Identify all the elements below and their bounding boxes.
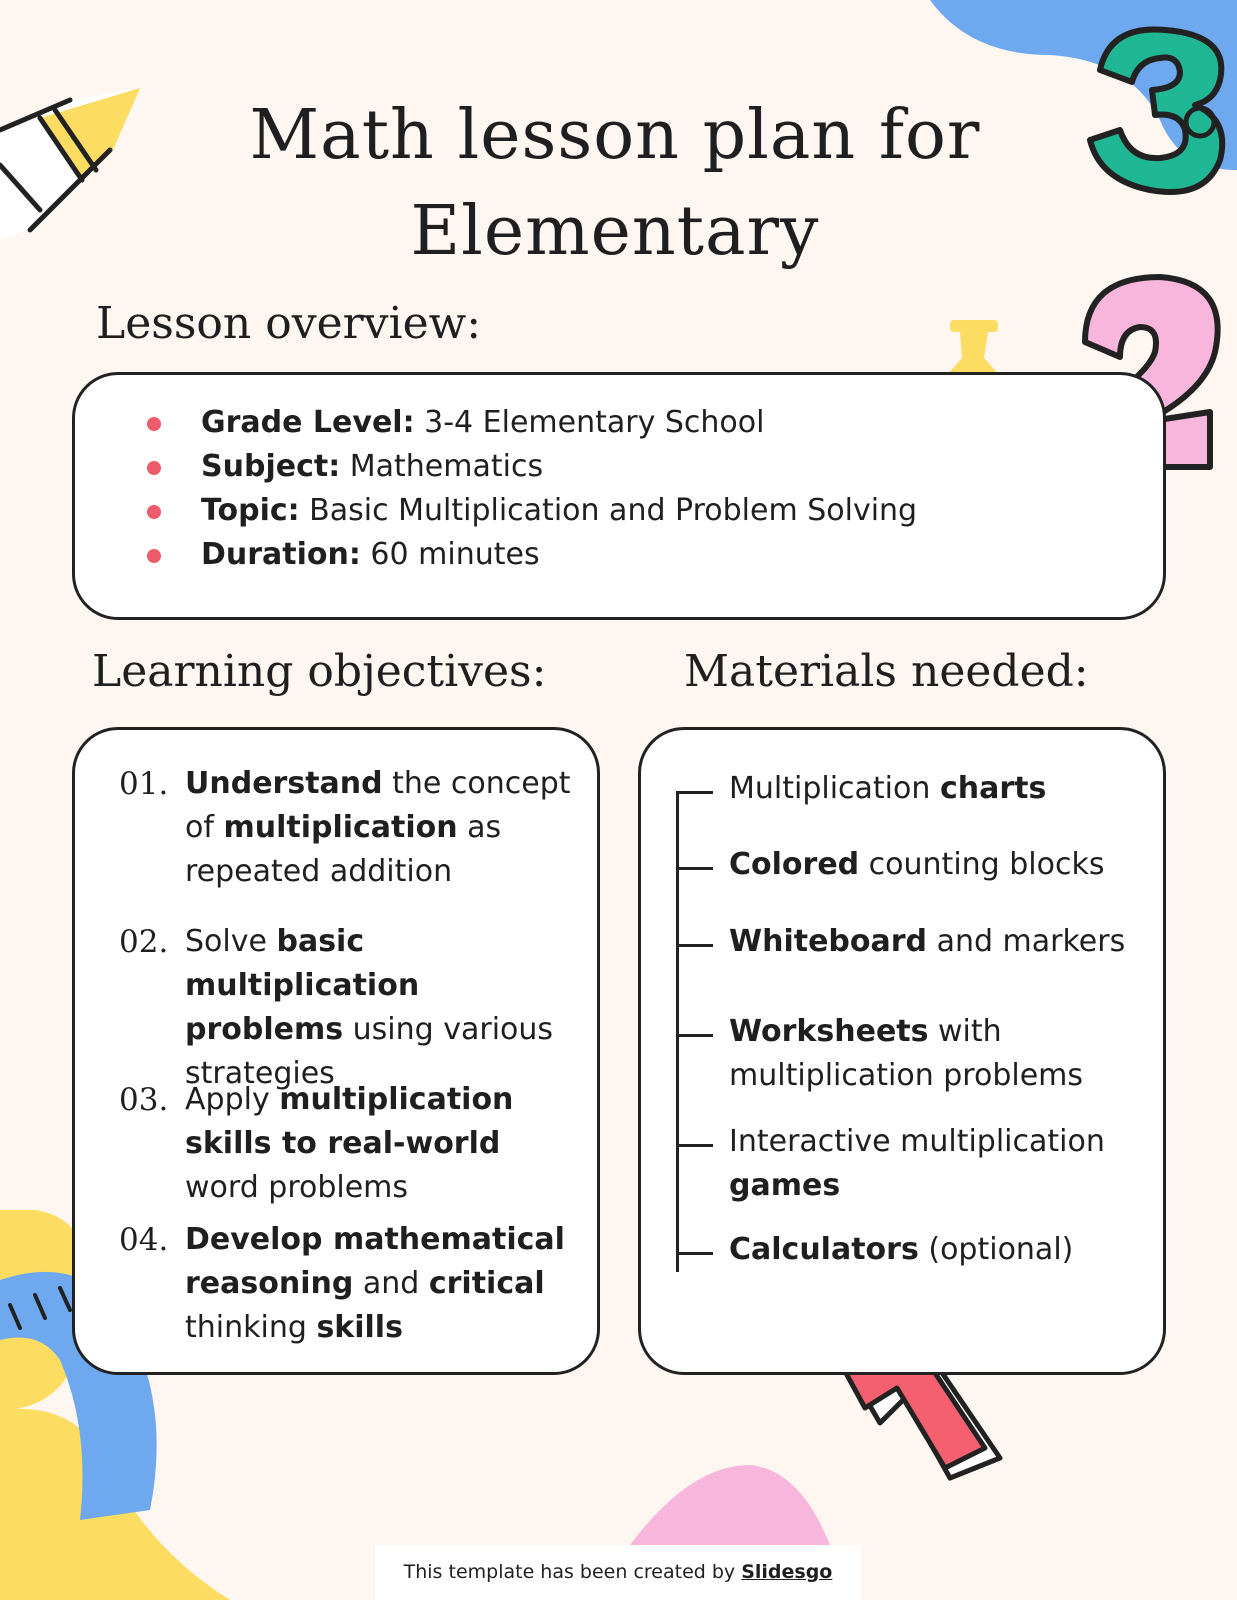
text-run: Solve: [185, 924, 277, 959]
number-3-icon: [1080, 10, 1237, 200]
bold-text-run: critical: [428, 1266, 545, 1301]
material-tick: [676, 1144, 713, 1147]
bold-text-run: Colored: [729, 847, 860, 882]
text-run: as repeated addition: [185, 810, 502, 889]
objectives-box: [72, 727, 600, 1375]
material-tick: [676, 1034, 713, 1037]
bold-text-run: multiplication: [223, 810, 458, 845]
overview-item-value: 3-4 Elementary School: [414, 405, 765, 440]
overview-item: [75, 445, 1163, 489]
overview-heading: Lesson overview:: [96, 298, 482, 349]
bullet-icon: [147, 549, 161, 563]
text-run: with multiplication problems: [729, 1014, 1084, 1093]
text-run: and: [353, 1266, 429, 1301]
bold-text-run: Understand: [185, 766, 383, 801]
bold-text-run: basic multiplication problems: [185, 924, 420, 1047]
objective-text: [185, 1218, 580, 1350]
overview-item-value: Basic Multiplication and Problem Solving: [299, 493, 918, 528]
text-run: counting blocks: [859, 847, 1105, 882]
material-tick: [676, 791, 713, 794]
overview-box: [72, 372, 1166, 620]
overview-item: [75, 401, 1163, 445]
material-text: [729, 920, 1129, 964]
page-title: Math lesson plan for Elementary: [249, 96, 981, 271]
material-tick: [676, 944, 713, 947]
overview-item-label: Topic:: [201, 493, 300, 528]
objective-text: [185, 1078, 580, 1210]
bold-text-run: Whiteboard: [729, 924, 928, 959]
bold-text-run: charts: [939, 771, 1047, 806]
material-text: [729, 1010, 1129, 1098]
text-run: the concept of: [185, 766, 571, 845]
material-text: [729, 1120, 1129, 1208]
bullet-icon: [147, 417, 161, 431]
bold-text-run: skills: [316, 1310, 403, 1345]
footer-link[interactable]: Slidesgo: [741, 1561, 833, 1583]
bold-text-run: multiplication skills to real-world: [185, 1082, 514, 1161]
overview-item-label: Subject:: [201, 449, 341, 484]
crayon-icon: [0, 80, 150, 240]
text-run: Interactive multiplication: [729, 1124, 1105, 1159]
overview-item-value: Mathematics: [340, 449, 544, 484]
text-run: Multiplication: [729, 771, 940, 806]
material-text: [729, 843, 1129, 887]
text-run: word problems: [185, 1170, 409, 1205]
pink-blob-bottom: [630, 1465, 830, 1545]
material-text: [729, 767, 1129, 811]
overview-item-label: Duration:: [201, 537, 361, 572]
material-tick: [676, 867, 713, 870]
footer: [375, 1545, 861, 1600]
material-tick: [676, 1252, 713, 1255]
objective-text: [185, 762, 580, 894]
overview-item: [75, 489, 1163, 533]
objective-number: 02.: [119, 924, 169, 960]
bullet-icon: [147, 505, 161, 519]
materials-timeline: [676, 792, 679, 1272]
text-run: (optional): [918, 1232, 1074, 1267]
bold-text-run: Develop mathematical reasoning: [185, 1222, 565, 1301]
text-run: thinking: [185, 1310, 317, 1345]
materials-box: [638, 727, 1166, 1375]
text-run: Apply: [185, 1082, 280, 1117]
objective-number: 04.: [119, 1222, 169, 1258]
objective-text: [185, 920, 580, 1096]
bullet-icon: [147, 461, 161, 475]
overview-item: [75, 533, 1163, 577]
materials-heading: Materials needed:: [684, 646, 1089, 697]
objective-number: 03.: [119, 1082, 169, 1118]
objective-number: 01.: [119, 766, 169, 802]
bold-text-run: games: [729, 1168, 841, 1203]
text-run: and markers: [927, 924, 1126, 959]
bold-text-run: Worksheets: [729, 1014, 929, 1049]
bold-text-run: Calculators: [729, 1232, 919, 1267]
overview-item-value: 60 minutes: [360, 537, 540, 572]
objectives-heading: Learning objectives:: [92, 646, 547, 697]
overview-item-label: Grade Level:: [201, 405, 415, 440]
text-run: using various strategies: [185, 1012, 554, 1091]
footer-text: This template has been created by: [403, 1561, 742, 1583]
material-text: [729, 1228, 1129, 1272]
overview-list: [75, 375, 1163, 577]
